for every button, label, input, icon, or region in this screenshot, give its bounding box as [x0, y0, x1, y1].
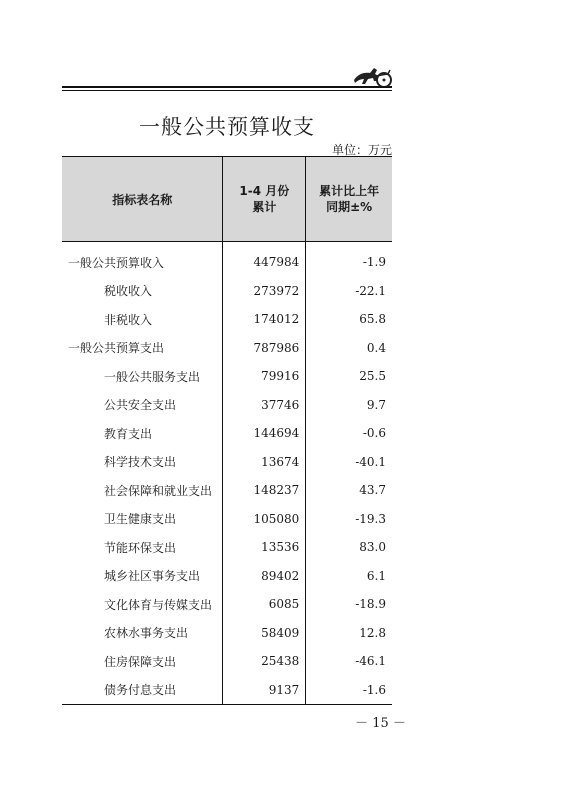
row-name: 社会保障和就业支出 — [104, 483, 213, 498]
row-value: 79916 — [223, 362, 306, 391]
row-change: -19.3 — [355, 511, 386, 526]
table-row — [62, 277, 392, 306]
row-change: -40.1 — [355, 454, 386, 469]
row-name: 住房保障支出 — [104, 654, 177, 669]
row-name: 一般公共服务支出 — [104, 369, 201, 384]
row-value: 13674 — [223, 448, 306, 477]
row-change: -22.1 — [355, 283, 386, 298]
header-period-line1: 1-4 月份 — [239, 184, 290, 198]
page-title: 一般公共预算收支 — [139, 115, 315, 139]
row-change: -0.6 — [362, 426, 386, 441]
row-name: 公共安全支出 — [104, 398, 177, 413]
row-value: 37746 — [223, 391, 306, 420]
row-name: 债务付息支出 — [62, 676, 223, 705]
row-name: 一般公共预算收入 — [68, 255, 165, 270]
header-rule-thin — [62, 90, 392, 91]
row-value: 25438 — [223, 647, 306, 676]
row-change: 65.8 — [359, 312, 386, 327]
header-change — [306, 157, 392, 242]
row-change: 12.8 — [359, 625, 386, 640]
row-name: 科学技术支出 — [104, 455, 177, 470]
row-name: 一般公共预算支出 — [68, 341, 165, 356]
row-value: 148237 — [223, 476, 306, 505]
row-name: 教育支出 — [104, 426, 153, 441]
row-name: 农林水事务支出 — [104, 626, 189, 641]
row-name: 文化体育与传媒支出 — [104, 597, 213, 612]
row-value: 13536 — [223, 533, 306, 562]
row-change: 9.7 — [366, 397, 386, 412]
row-change: 83.0 — [359, 540, 386, 555]
row-name: 卫生健康支出 — [104, 512, 177, 527]
row-name: 城乡社区事务支出 — [104, 569, 201, 584]
table-row — [62, 505, 392, 534]
row-value: 447984 — [223, 248, 306, 277]
page-number — [0, 712, 561, 731]
header-period — [223, 157, 306, 242]
row-value: 105080 — [223, 505, 306, 534]
table-row — [62, 334, 392, 363]
unit-label: 单位：万元 — [331, 143, 392, 157]
table-row — [62, 248, 392, 277]
table-row — [62, 533, 392, 562]
row-value: 174012 — [223, 305, 306, 334]
table-row — [62, 476, 392, 505]
row-change: -46.1 — [355, 654, 386, 669]
row-change: 0.4 — [366, 340, 386, 355]
table-row — [62, 647, 392, 676]
table-row — [62, 419, 392, 448]
row-change: 25.5 — [359, 369, 386, 384]
table-row — [62, 562, 392, 591]
table-row — [62, 676, 392, 705]
table-row — [62, 391, 392, 420]
header-change-line2: 同期±% — [326, 200, 373, 214]
table-row — [62, 590, 392, 619]
row-name: 税收收入 — [104, 284, 153, 299]
row-change: -1.9 — [362, 255, 386, 270]
table-header-row — [62, 157, 392, 242]
row-name: 节能环保支出 — [104, 540, 177, 555]
table-row — [62, 305, 392, 334]
header-name: 指标表名称 — [62, 157, 223, 242]
row-value: 273972 — [223, 277, 306, 306]
row-value: 6085 — [223, 590, 306, 619]
row-name: 非税收入 — [104, 312, 153, 327]
row-value: 787986 — [223, 334, 306, 363]
row-change: -1.6 — [306, 676, 392, 705]
budget-table — [62, 156, 392, 705]
row-change: 43.7 — [359, 483, 386, 498]
header-rule — [62, 86, 392, 88]
row-value: 9137 — [223, 676, 306, 705]
row-value: 89402 — [223, 562, 306, 591]
table-row — [62, 362, 392, 391]
header-period-line2: 累计 — [252, 200, 277, 214]
table-row — [62, 619, 392, 648]
row-change: -18.9 — [355, 597, 386, 612]
row-value: 58409 — [223, 619, 306, 648]
header-change-line1: 累计比上年 — [319, 184, 380, 198]
row-change: 6.1 — [366, 568, 386, 583]
page-number-text: － 15 － — [355, 716, 406, 731]
table-row — [62, 448, 392, 477]
row-value: 144694 — [223, 419, 306, 448]
